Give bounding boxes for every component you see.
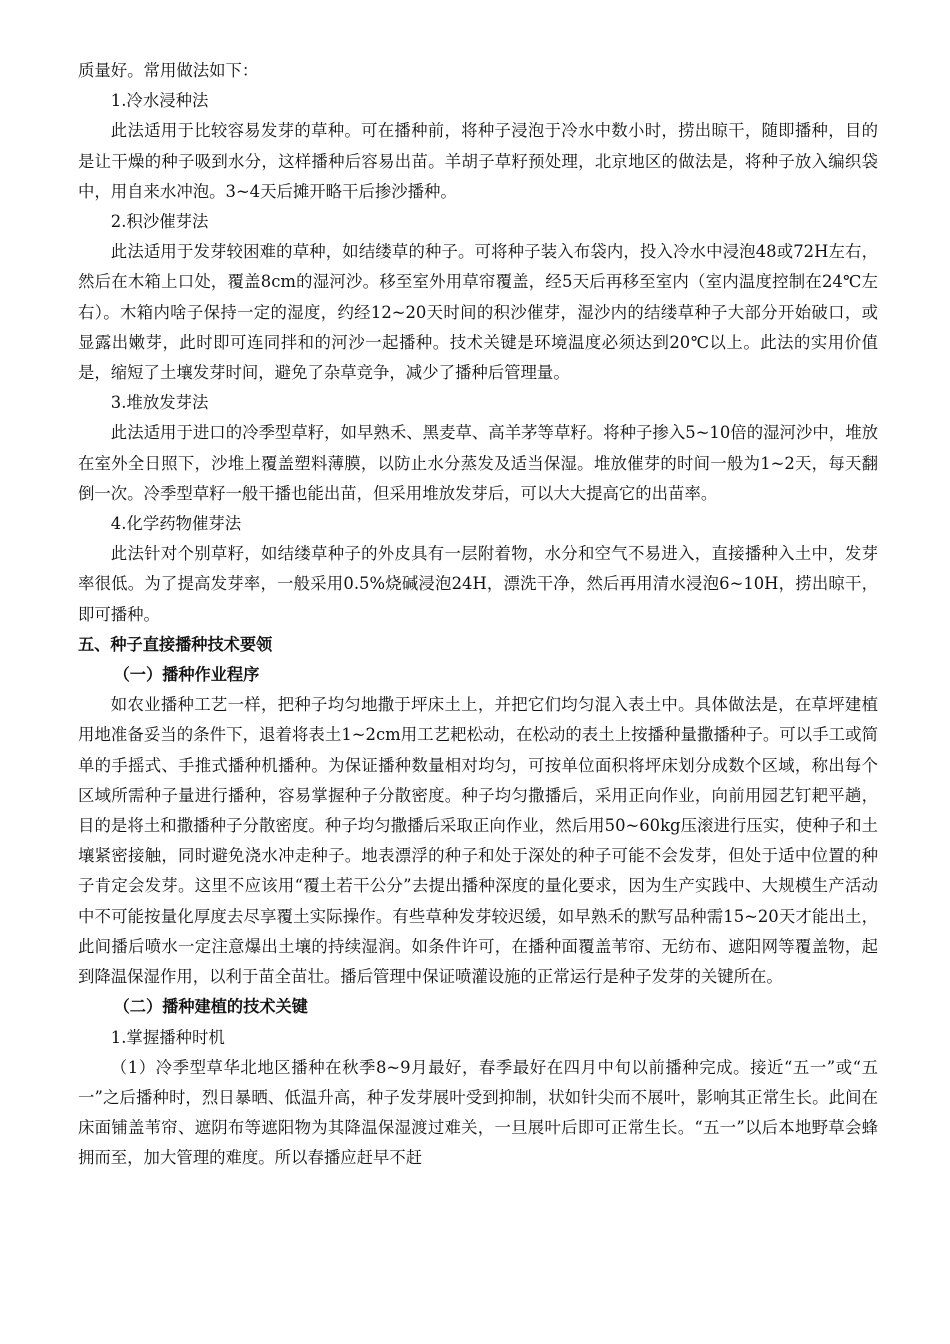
method-1-text: 此法适用于比较容易发芽的草种。可在播种前，将种子浸泡于冷水中数小时，捞出晾干，随即播种，目的是让干燥的种子吸到水分，这样播种后容易出苗。羊胡子草籽预处理，北京地区的做法是，将种子放入编织袋中，用自来水冲泡。3~4天后摊开略干后掺沙播种。 [78, 121, 878, 201]
method-4-text: 此法针对个别草籽，如结缕草种子的外皮具有一层附着物，水分和空气不易进入，直接播种入土中，发芽率很低。为了提高发芽率，一般采用0.5%烧碱浸泡24H，漂洗干净，然后再用清水浸泡6~10H，捞出晾干，即可播种。 [78, 544, 878, 624]
method-3-text: 此法适用于进口的冷季型草籽，如早熟禾、黑麦草、高羊茅等草籽。将种子掺入5~10倍的湿河沙中，堆放在室外全日照下，沙堆上覆盖塑料薄膜，以防止水分蒸发及适当保湿。堆放催芽的时间一般为1~2天，每天翻倒一次。冷季型草籽一般干播也能出苗，但采用堆放发芽后，可以大大提高它的出苗率。 [78, 423, 878, 503]
section-5-heading: 五、种子直接播种技术要领 [78, 634, 273, 654]
method-4-heading: 4.化学药物催芽法 [110, 514, 242, 534]
method-3-heading: 3.堆放发芽法 [110, 393, 209, 413]
paragraph-continuation: 质量好。常用做法如下： [78, 61, 259, 80]
method-2-heading: 2.积沙催芽法 [110, 212, 209, 232]
subsection-1-heading: （一）播种作业程序 [113, 665, 260, 685]
document-body [78, 56, 878, 1174]
sowing-procedure-text: 如农业播种工艺一样，把种子均匀地撒于坪床土上，并把它们均匀混入表土中。具体做法是，在草坪建植用地准备妥当的条件下，退着将表土1~2cm用工艺耙松动，在松动的表土上按播种量撒播种子。可以手工或简单的手摇式、手推式播种机播种。为保证播种数量相对均匀，可按单位面积将坪床划分成数个区域，称出每个区域所需种子量进行播种，容易掌握种子分散密度。种子均匀撒播后，采用正向作业，向前用园艺钉耙平趟，目的是将土和撒播种子分散密度。种子均匀撒播后采取正向作业，然后用50~60kg压滚进行压实，使种子和土壤紧密接触，同时避免浇水冲走种子。地表漂浮的种子和处于深处的种子可能不会发芽，但处于适中位置的种子肯定会发芽。这里不应该用“覆土若干公分”去提出播种深度的量化要求，因为生产实践中、大规模生产活动中不可能按量化厚度去尽享覆土实际操作。有些草种发芽较迟缓，如早熟禾的默写品种需15~20天才能出土，此间播后喷水一定注意爆出土壤的持续湿润。如条件许可，在播种面覆盖苇帘、无纺布、遮阳网等覆盖物，起到降温保湿作用，以利于苗全苗壮。播后管理中保证喷灌设施的正常运行是种子发芽的关键所在。 [78, 695, 878, 987]
method-2-text: 此法适用于发芽较困难的草种，如结缕草的种子。可将种子装入布袋内，投入冷水中浸泡48或72H左右，然后在木箱上口处，覆盖8cm的湿河沙。移至室外用草帘覆盖，经5天后再移至室内（室内温度控制在24℃左右）。木箱内啥子保持一定的湿度，约经12~20天时间的积沙催芽，湿沙内的结缕草种子大部分开始破口，或显露出嫩芽，此时即可连同拌和的河沙一起播种。技术关键是环境温度必须达到20℃以上。此法的实用价值是，缩短了土壤发芽时间，避免了杂草竞争，减少了播种后管理量。 [78, 242, 878, 383]
timing-text: （1）冷季型草华北地区播种在秋季8~9月最好，春季最好在四月中旬以前播种完成。接近“五一”或“五一”之后播种时，烈日暴晒、低温升高，种子发芽展叶受到抑制，状如针尖而不展叶，影响其正常生长。此间在床面铺盖苇帘、遮阴布等遮阳物为其降温保湿渡过难关，一旦展叶后即可正常生长。“五一”以后本地野草会蜂拥而至，加大管理的难度。所以春播应赶早不赶 [78, 1057, 878, 1168]
subsection-2-heading: （二）播种建植的技术关键 [113, 997, 308, 1017]
method-1-heading: 1.冷水浸种法 [110, 91, 209, 111]
timing-heading: 1.掌握播种时机 [110, 1027, 225, 1047]
